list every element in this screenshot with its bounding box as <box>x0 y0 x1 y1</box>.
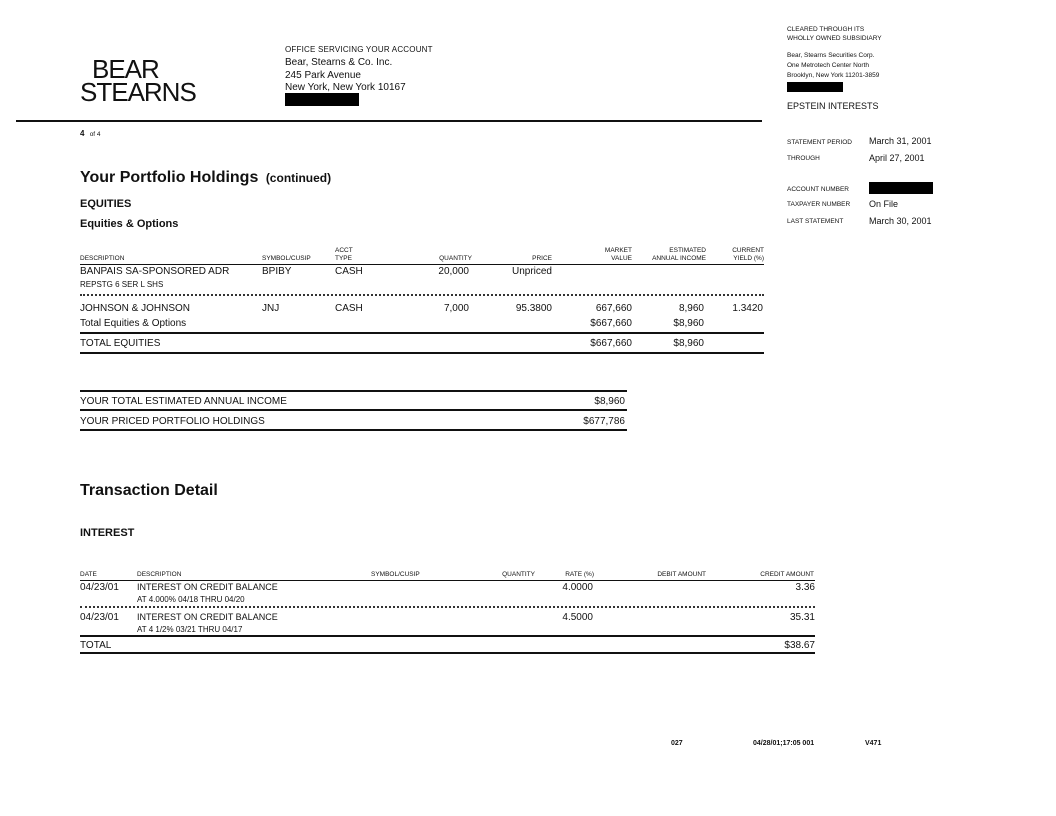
summary-income-label: YOUR TOTAL ESTIMATED ANNUAL INCOME <box>80 396 287 407</box>
col-est-line-1: ESTIMATED <box>669 247 706 254</box>
office-label: OFFICE SERVICING YOUR ACCOUNT <box>285 45 433 54</box>
tx-col-credit: CREDIT AMOUNT <box>760 571 814 578</box>
footer-code-1: 027 <box>671 740 683 747</box>
col-acct-type <box>335 247 353 263</box>
redaction-box <box>787 82 843 92</box>
summary-income-value: $8,960 <box>594 396 625 407</box>
total-equities-label: TOTAL EQUITIES <box>80 338 161 349</box>
holding-1-description-2: REPSTG 6 SER L SHS <box>80 280 164 289</box>
col-est-line-2: ANNUAL INCOME <box>652 255 706 262</box>
footer-code-2: 04/28/01;17:05 001 <box>753 740 815 747</box>
cleared-line-1: CLEARED THROUGH ITS <box>787 26 865 33</box>
holdings-heading <box>80 169 331 187</box>
footer-code-3: V471 <box>865 740 882 747</box>
row-separator <box>80 606 815 608</box>
subsidiary-city: Brooklyn, New York 11201-3859 <box>787 72 880 79</box>
through-value: April 27, 2001 <box>869 153 925 163</box>
tx-total-top-rule <box>80 635 815 637</box>
holding-1-quantity: 20,000 <box>438 266 469 277</box>
tx-2-credit: 35.31 <box>789 612 815 623</box>
col-yield-line-1: CURRENT <box>732 247 764 254</box>
holding-2-annual-income: 8,960 <box>678 303 704 314</box>
tx-1-description-2: AT 4.000% 04/18 THRU 04/20 <box>137 595 245 604</box>
through-label: THROUGH <box>787 155 820 162</box>
page-number <box>80 129 101 138</box>
period-label: STATEMENT PERIOD <box>787 139 853 146</box>
tx-total-bottom-rule <box>80 652 815 654</box>
holding-2-symbol: JNJ <box>262 303 280 314</box>
row-separator <box>80 294 764 296</box>
tx-1-date: 04/23/01 <box>80 582 119 593</box>
holding-2-price: 95.3800 <box>515 303 552 314</box>
page-num: 4 <box>80 129 85 138</box>
tx-col-quantity: QUANTITY <box>502 571 535 578</box>
logo-line-1: BEAR <box>92 54 159 84</box>
holding-2-description: JOHNSON & JOHNSON <box>80 303 191 314</box>
period-value: March 31, 2001 <box>869 136 932 146</box>
holdings-header-rule <box>80 264 764 265</box>
office-city: New York, New York 10167 <box>285 82 406 93</box>
equities-options-heading: Equities & Options <box>80 218 179 230</box>
holding-1-price: Unpriced <box>511 266 552 277</box>
col-market-line-1: MARKET <box>604 247 632 254</box>
tx-col-symbol: SYMBOL/CUSIP <box>371 571 420 578</box>
holding-2-yield: 1.3420 <box>732 303 763 314</box>
taxpayer-value: On File <box>869 199 899 209</box>
holding-2-market-value: 667,660 <box>595 303 632 314</box>
cleared-line-2: WHOLLY OWNED SUBSIDIARY <box>787 35 882 42</box>
bear-stearns-logo <box>80 54 196 107</box>
holdings-title: Your Portfolio Holdings <box>80 169 259 186</box>
total-equities-annual-income: $8,960 <box>673 338 704 349</box>
tx-2-description: INTEREST ON CREDIT BALANCE <box>137 612 278 622</box>
last-statement-value: March 30, 2001 <box>869 216 932 226</box>
redaction-box <box>869 182 933 194</box>
col-quantity: QUANTITY <box>439 255 472 262</box>
col-acct-line-2: TYPE <box>335 255 352 262</box>
logo-line-2: STEARNS <box>80 77 196 107</box>
col-description: DESCRIPTION <box>80 255 125 262</box>
total-equities-rule <box>80 352 764 354</box>
holding-2-quantity: 7,000 <box>443 303 469 314</box>
account-number-label: ACCOUNT NUMBER <box>787 186 849 193</box>
tx-1-rate: 4.0000 <box>562 582 593 593</box>
subtotal-market-value: $667,660 <box>590 318 632 329</box>
holding-1-description: BANPAIS SA-SPONSORED ADR <box>80 266 230 277</box>
col-acct-line-1: ACCT <box>335 247 353 254</box>
tx-1-description: INTEREST ON CREDIT BALANCE <box>137 582 278 592</box>
subsidiary-street: One Metrotech Center North <box>787 62 870 69</box>
summary-middle-rule <box>80 409 627 411</box>
tx-col-rate: RATE (%) <box>565 571 594 578</box>
office-street: 245 Park Avenue <box>285 70 361 81</box>
total-equities-market-value: $667,660 <box>590 338 632 349</box>
holdings-title-suffix: (continued) <box>265 171 332 185</box>
subtotal-label: Total Equities & Options <box>80 318 187 329</box>
subtotal-rule <box>80 332 764 334</box>
col-symbol: SYMBOL/CUSIP <box>262 255 311 262</box>
subsidiary-name: Bear, Stearns Securities Corp. <box>787 52 875 59</box>
holding-1-acct-type: CASH <box>335 266 363 277</box>
tx-header-rule <box>80 580 815 581</box>
tx-2-rate: 4.5000 <box>562 612 593 623</box>
col-yield-line-2: YIELD (%) <box>733 255 764 262</box>
header-rule <box>16 120 762 122</box>
tx-1-credit: 3.36 <box>795 582 815 593</box>
tx-col-debit: DEBIT AMOUNT <box>657 571 706 578</box>
tx-total-value: $38.67 <box>784 640 815 651</box>
interest-heading: INTEREST <box>80 527 135 539</box>
summary-priced-value: $677,786 <box>583 416 625 427</box>
taxpayer-label: TAXPAYER NUMBER <box>787 201 851 208</box>
subtotal-annual-income: $8,960 <box>673 318 704 329</box>
last-statement-label: LAST STATEMENT <box>787 218 844 225</box>
tx-total-label: TOTAL <box>80 640 112 651</box>
summary-bottom-rule <box>80 429 627 431</box>
redaction-box <box>285 93 359 106</box>
office-name: Bear, Stearns & Co. Inc. <box>285 57 393 68</box>
account-name: EPSTEIN INTERESTS <box>787 101 879 111</box>
holding-2-acct-type: CASH <box>335 303 363 314</box>
col-current-yield <box>712 247 764 263</box>
summary-top-rule <box>80 390 627 392</box>
tx-col-description: DESCRIPTION <box>137 571 182 578</box>
summary-priced-label: YOUR PRICED PORTFOLIO HOLDINGS <box>80 416 265 427</box>
holding-1-symbol: BPIBY <box>262 266 292 277</box>
col-market-value <box>560 247 632 263</box>
tx-2-description-2: AT 4 1/2% 03/21 THRU 04/17 <box>137 625 243 634</box>
tx-col-date: DATE <box>80 571 97 578</box>
col-market-line-2: VALUE <box>611 255 632 262</box>
transaction-detail-title: Transaction Detail <box>80 482 218 499</box>
col-estimated-income <box>636 247 706 263</box>
page-of: of 4 <box>89 131 101 138</box>
tx-2-date: 04/23/01 <box>80 612 119 623</box>
equities-heading: EQUITIES <box>80 198 132 210</box>
col-price: PRICE <box>532 255 552 262</box>
